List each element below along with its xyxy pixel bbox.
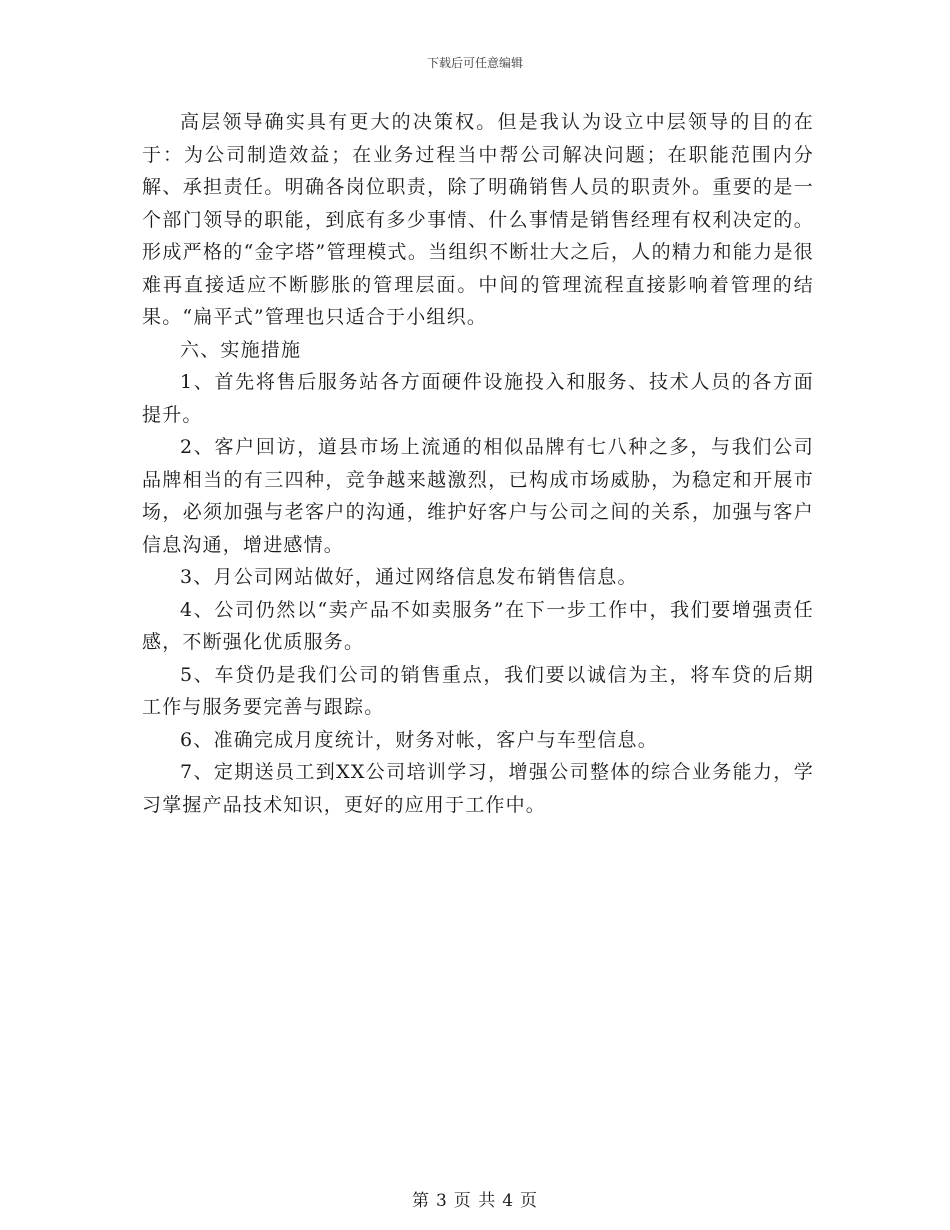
list-item: 4、公司仍然以“卖产品不如卖服务”在下一步工作中，我们要增强责任感，不断强化优质服务。 bbox=[142, 598, 814, 653]
list-item: 5、车贷仍是我们公司的销售重点，我们要以诚信为主，将车贷的后期工作与服务要完善与跟踪。 bbox=[142, 663, 814, 718]
page-footer bbox=[0, 1186, 950, 1211]
page-header: 下载后可任意编辑 bbox=[426, 56, 523, 70]
list-item: 1、首先将售后服务站各方面硬件设施投入和服务、技术人员的各方面提升。 bbox=[142, 371, 814, 426]
section-heading: 六、实施措施 bbox=[180, 338, 302, 361]
page-number-suffix: 页 bbox=[520, 1191, 539, 1211]
page-number-middle: 页 共 bbox=[453, 1191, 497, 1211]
page-number-total: 4 bbox=[502, 1191, 515, 1211]
list-item: 7、定期送员工到XX公司培训学习，增强公司整体的综合业务能力，学习掌握产品技术知识，更好的应用于工作中。 bbox=[142, 761, 814, 816]
page-number-prefix: 第 bbox=[411, 1191, 430, 1211]
paragraph: 高层领导确实具有更大的决策权。但是我认为设立中层领导的目的在于：为公司制造效益；在业务过程当中帮公司解决问题；在职能范围内分解、承担责任。明确各岗位职责，除了明确销售人员的职责外。重要的是一个部门领导的职能，到底有多少事情、什么事情是销售经理有权利决定的。形成严格的“金字塔”管理模式。当组织不断壮大之后，人的精力和能力是很难再直接适应不断膨胀的管理层面。中间的管理流程直接影响着管理的结果。“扁平式”管理也只适合于小组织。 bbox=[142, 111, 814, 328]
list-item: 3、月公司网站做好，通过网络信息发布销售信息。 bbox=[180, 566, 638, 588]
document-body bbox=[142, 106, 814, 821]
list-item: 6、准确完成月度统计，财务对帐，客户与车型信息。 bbox=[180, 728, 658, 751]
list-item: 2、客户回访，道县市场上流通的相似品牌有七八种之多，与我们公司品牌相当的有三四种，竞争越来越激烈，已构成市场威胁，为稳定和开展市场，必须加强与老客户的沟通，维护好客户与公司之间的关系，加强与客户信息沟通，增进感情。 bbox=[142, 436, 814, 556]
page-number-current: 3 bbox=[435, 1191, 448, 1211]
